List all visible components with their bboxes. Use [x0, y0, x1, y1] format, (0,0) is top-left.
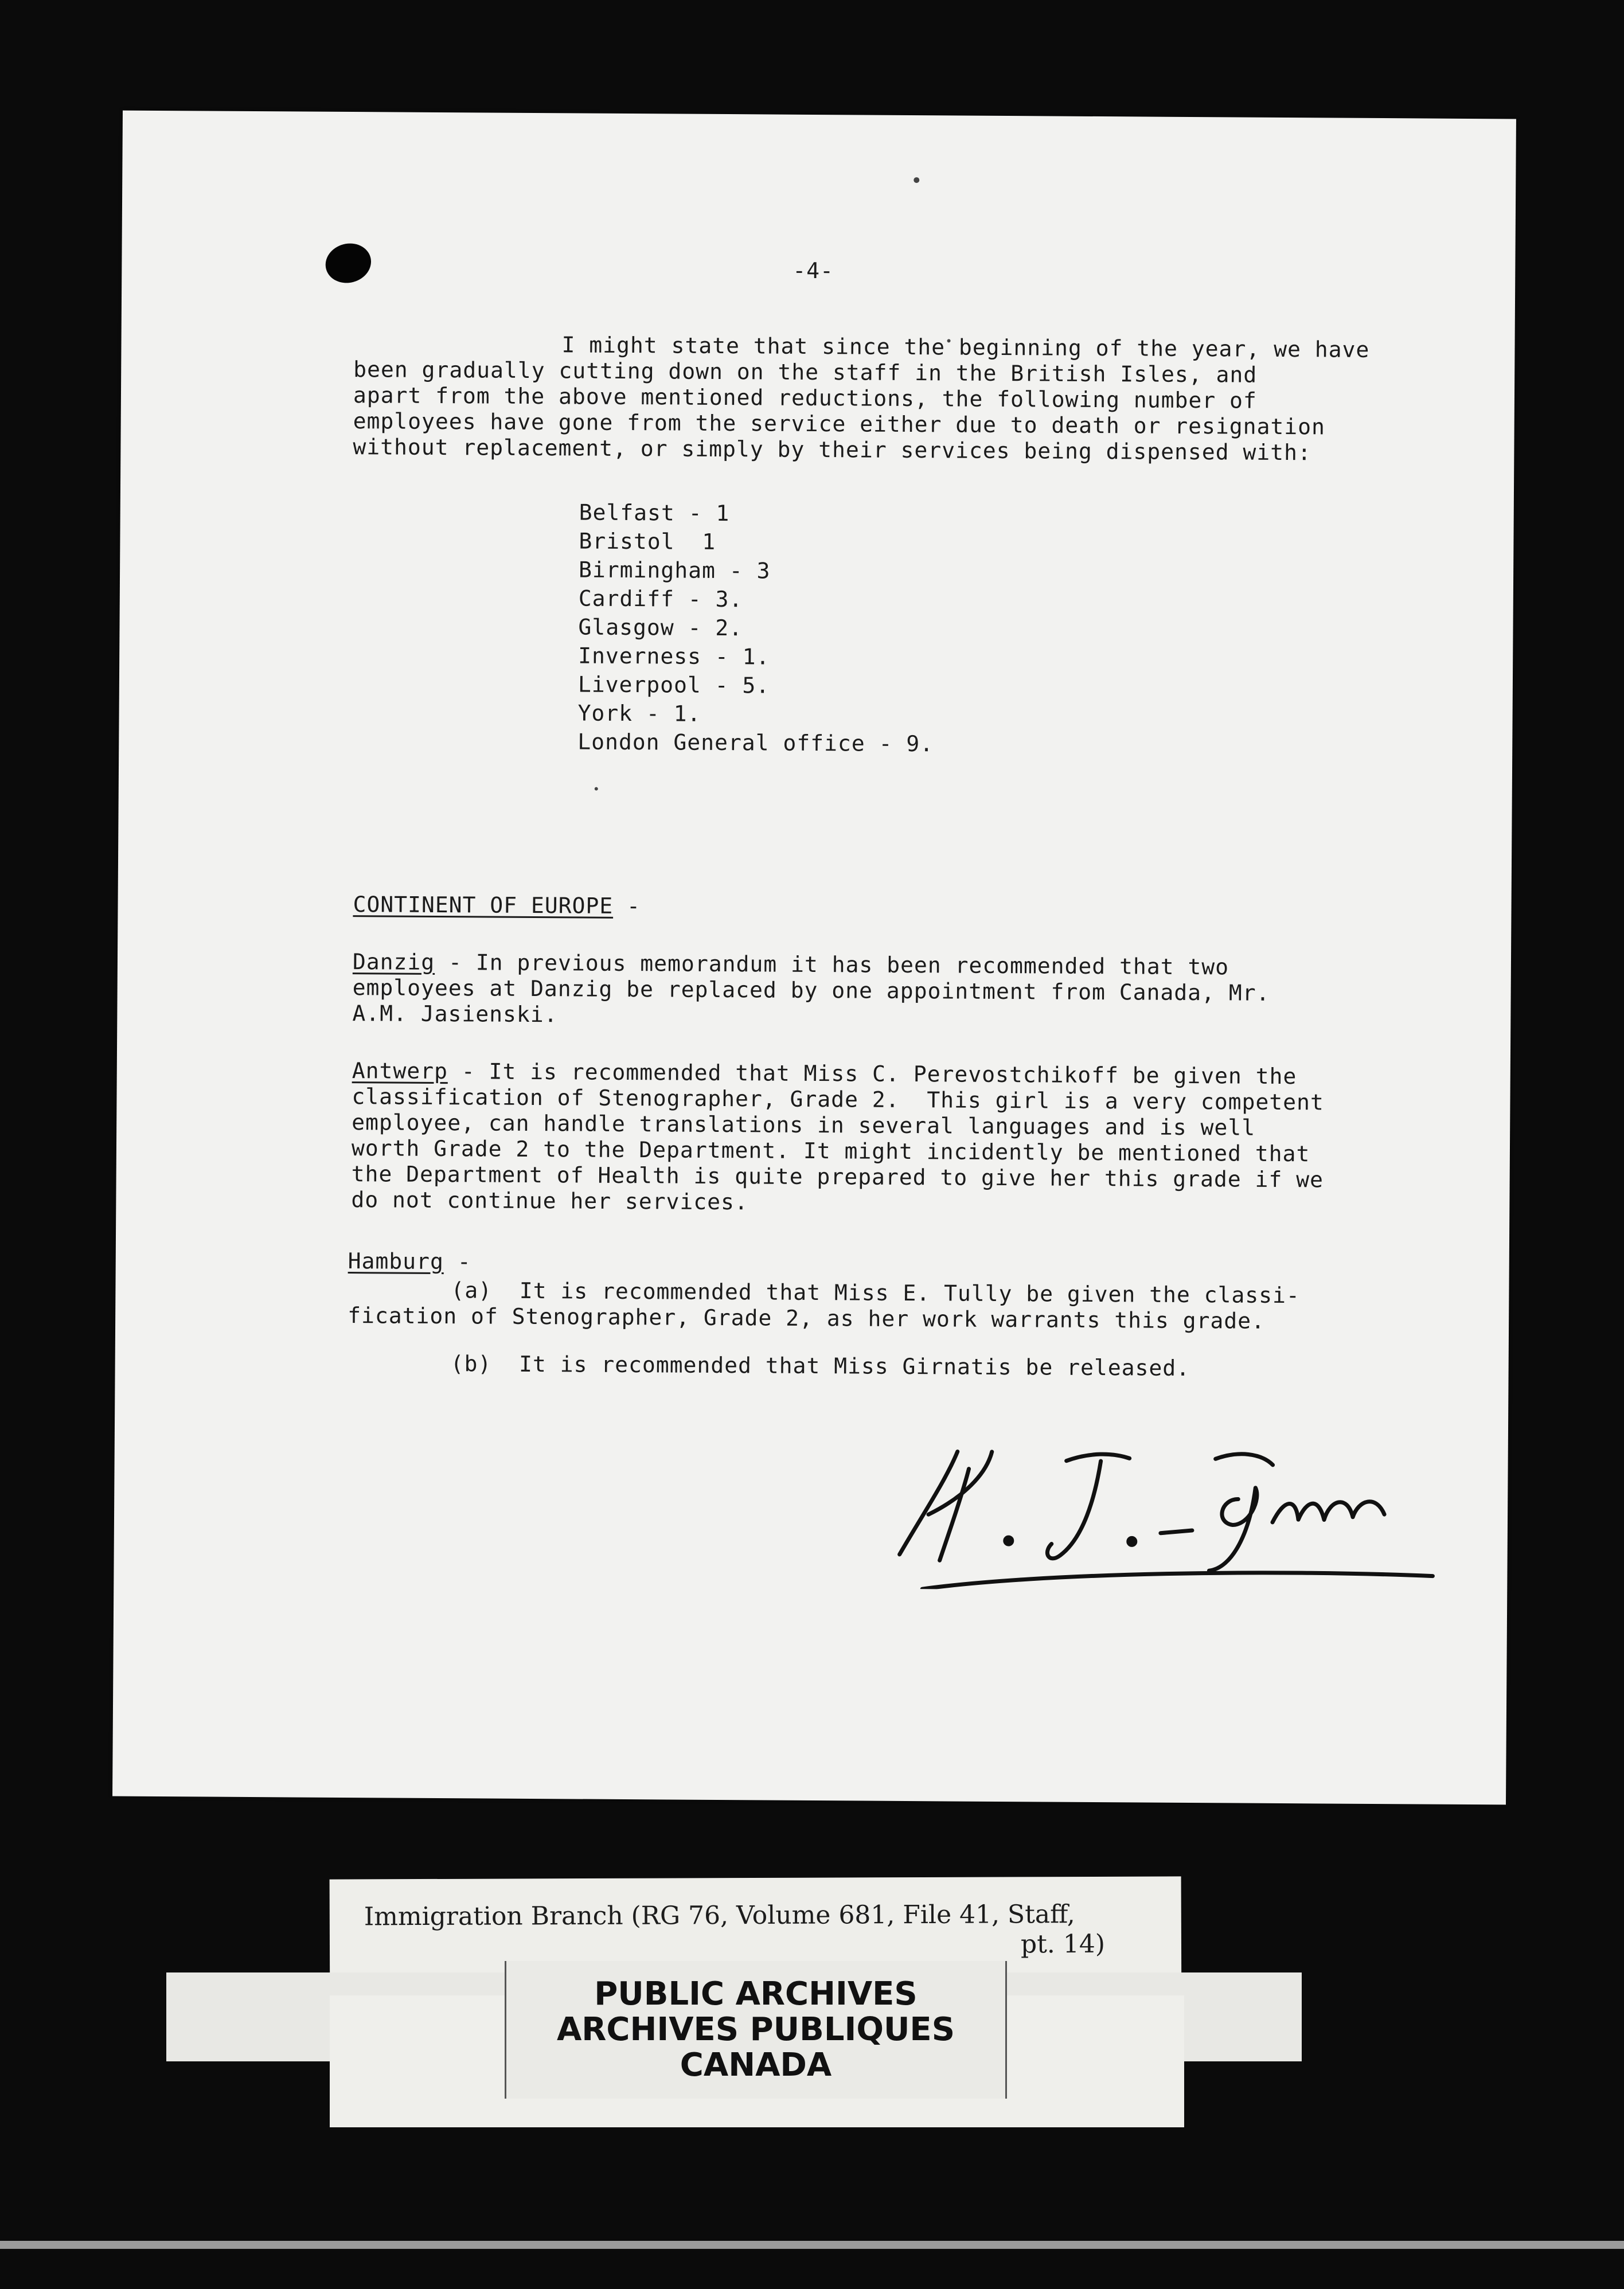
list-item: Birmingham - 3: [578, 557, 771, 584]
antwerp-text: - It is recommended that Miss C. Perevostchikoff be given the: [447, 1058, 1297, 1089]
danzig-text: - In previous memorandum it has been recommended that two: [435, 949, 1229, 980]
antwerp-line: do not continue her services.: [351, 1187, 748, 1215]
hamburg-label: Hamburg: [348, 1248, 444, 1275]
list-item: Liverpool - 5.: [577, 671, 770, 698]
intro-line: without replacement, or simply by their services being dispensed with:: [353, 434, 1311, 466]
antwerp-line: employee, can handle translations in several languages and is well: [352, 1110, 1256, 1140]
stamp-line: CANADA: [680, 2046, 832, 2084]
archive-reference-line: pt. 14): [1020, 1929, 1106, 1959]
dust-speck: [595, 787, 598, 791]
archive-reference-line: Immigration Branch (RG 76, Volume 681, File 41, Staff,: [364, 1900, 1075, 1932]
list-item: Belfast - 1: [579, 499, 730, 526]
page-number: -4-: [793, 257, 834, 284]
list-item: York - 1.: [577, 700, 701, 726]
stamp-line: ARCHIVES PUBLIQUES: [556, 2011, 955, 2048]
antwerp-line: the Department of Health is quite prepared to give her this grade if we: [351, 1161, 1324, 1193]
antwerp-line: classification of Stenographer, Grade 2. This girl is a very competent: [352, 1084, 1324, 1115]
dust-speck: [914, 177, 919, 183]
hamburg-item-a: fication of Stenographer, Grade 2, as her work warrants this grade.: [348, 1303, 1266, 1334]
list-item: Inverness - 1.: [578, 643, 770, 670]
hamburg-dash: -: [443, 1249, 471, 1275]
antwerp-label: Antwerp: [352, 1058, 448, 1084]
list-item: London General office - 9.: [577, 729, 934, 757]
section-heading-dash: -: [613, 893, 641, 919]
hamburg-item-a: (a) It is recommended that Miss E. Tully be given the classi-: [451, 1278, 1300, 1308]
list-item: Bristol 1: [579, 528, 716, 554]
hamburg-heading: [348, 1247, 471, 1275]
hamburg-item-b: (b) It is recommended that Miss Girnatis be released.: [450, 1351, 1190, 1381]
list-item: Glasgow - 2.: [578, 614, 743, 641]
section-heading-text: CONTINENT OF EUROPE: [353, 892, 614, 919]
document-page: [112, 111, 1516, 1805]
intro-line: been gradually cutting down on the staff in the British Isles, and: [353, 357, 1258, 388]
stamp-line: PUBLIC ARCHIVES: [594, 1975, 918, 2013]
danzig-line: A.M. Jasienski.: [352, 1001, 558, 1028]
danzig-line: employees at Danzig be replaced by one appointment from Canada, Mr.: [352, 975, 1270, 1006]
punch-hole: [321, 239, 376, 288]
antwerp-line: worth Grade 2 to the Department. It might incidently be mentioned that: [351, 1135, 1310, 1167]
list-item: Cardiff - 3.: [578, 585, 743, 612]
film-edge: [0, 2241, 1624, 2249]
public-archives-stamp: [505, 1961, 1007, 2099]
section-heading: [353, 890, 641, 920]
intro-line: employees have gone from the service either due to death or resignation: [353, 408, 1326, 440]
signature: [870, 1417, 1514, 1593]
danzig-label: Danzig: [352, 949, 435, 975]
intro-line: I might state that since the beginning of the year, we have: [561, 332, 1370, 362]
intro-line: apart from the above mentioned reductions, the following number of: [353, 382, 1258, 413]
